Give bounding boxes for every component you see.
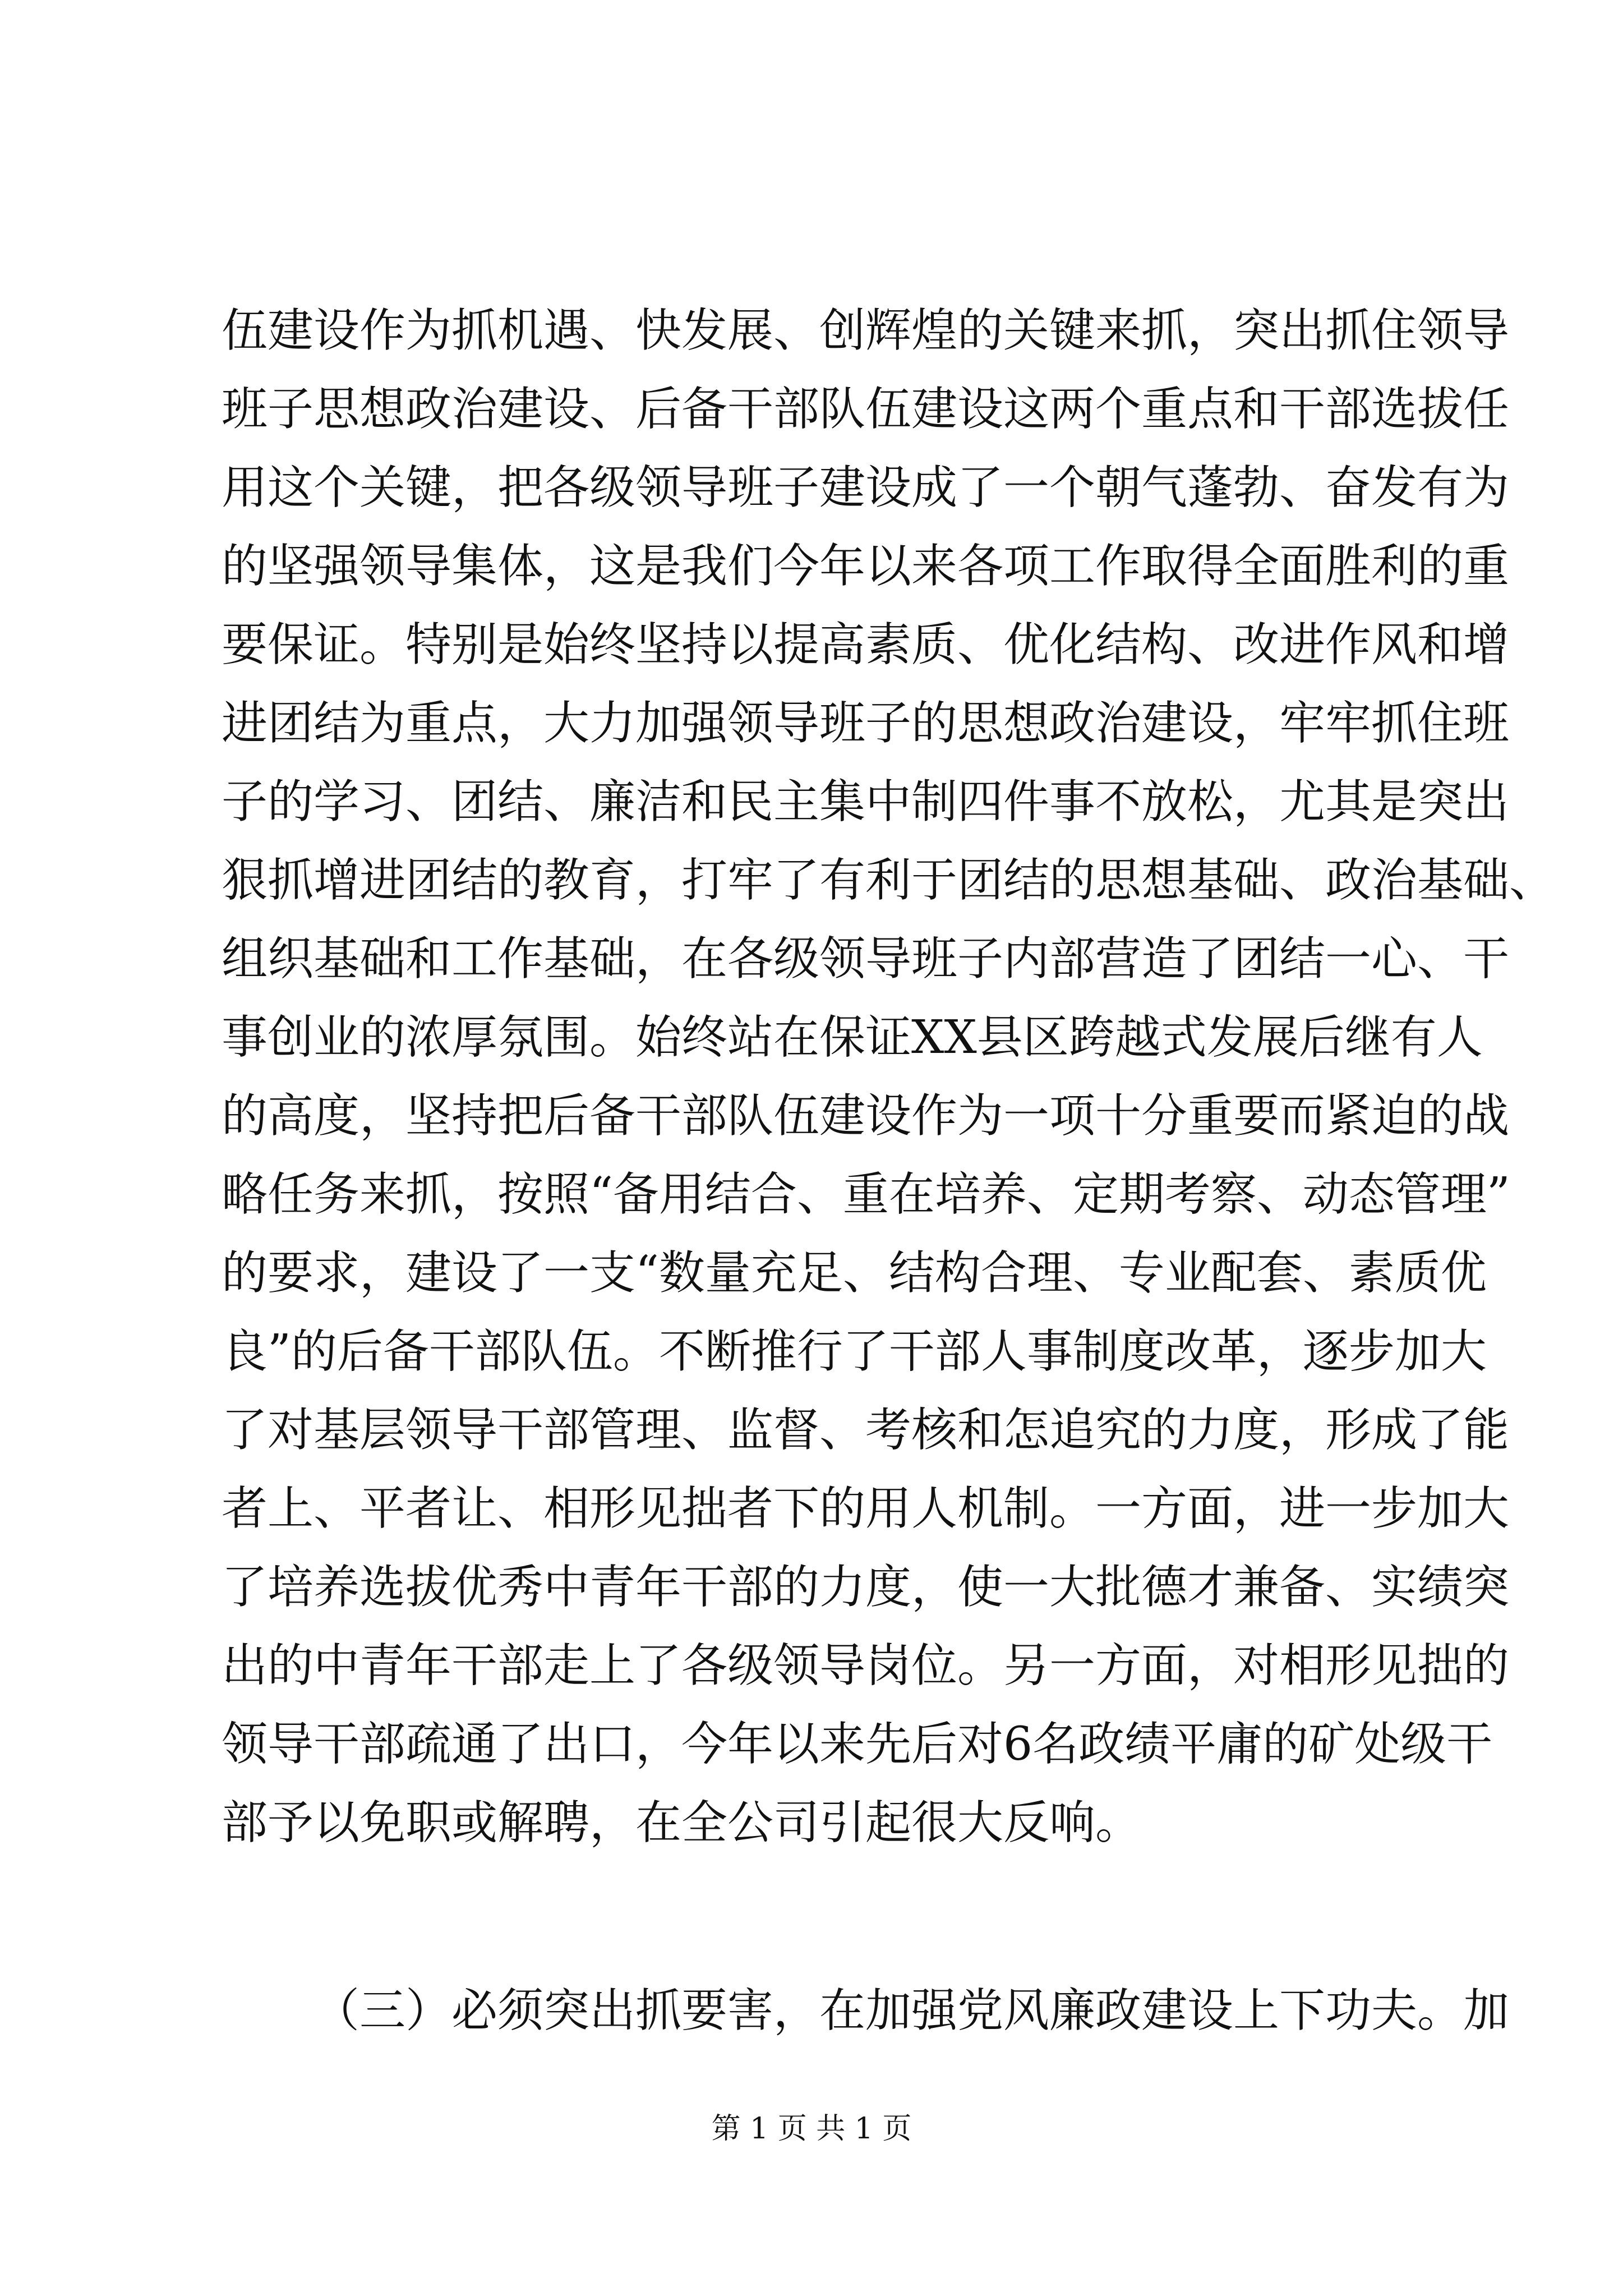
text-line: 略任务来抓，按照“备用结合、重在培养、定期考察、动态管理” xyxy=(222,1168,1510,1221)
text-line: 了培养选拔优秀中青年干部的力度，使一大批德才兼备、实绩突 xyxy=(222,1561,1510,1614)
text-line: 狠抓增进团结的教育，打牢了有利于团结的思想基础、政治基础、 xyxy=(222,854,1556,907)
text-line: 者上、平者让、相形见拙者下的用人机制。一方面，进一步加大 xyxy=(222,1482,1510,1535)
text-line: 进团结为重点，大力加强领导班子的思想政治建设，牢牢抓住班 xyxy=(222,697,1510,750)
text-line: 领导干部疏通了出口，今年以来先后对6名政绩平庸的矿处级干 xyxy=(222,1718,1493,1771)
text-line: 要保证。特别是始终坚持以提高素质、优化结构、改进作风和增 xyxy=(222,618,1510,671)
text-line: 的坚强领导集体，这是我们今年以来各项工作取得全面胜利的重 xyxy=(222,540,1510,593)
text-line-last: 部予以免职或解聘，在全公司引起很大反响。 xyxy=(222,1796,1142,1849)
text-line: 事创业的浓厚氛围。始终站在保证XX县区跨越式发展后继有人 xyxy=(222,1011,1483,1064)
text-line: 班子思想政治建设、后备干部队伍建设这两个重点和干部选拔任 xyxy=(222,383,1510,436)
text-line: 子的学习、团结、廉洁和民主集中制四件事不放松，尤其是突出 xyxy=(222,775,1510,829)
text-line: 良”的后备干部队伍。不断推行了干部人事制度改革，逐步加大 xyxy=(222,1325,1487,1378)
text-line: 的高度，坚持把后备干部队伍建设作为一项十分重要而紧迫的战 xyxy=(222,1089,1510,1143)
page-footer: 第 1 页 共 1 页 xyxy=(711,2112,912,2146)
section-heading-line: （三）必须突出抓要害，在加强党风廉政建设上下功夫。加 xyxy=(313,1984,1510,2037)
text-line: 了对基层领导干部管理、监督、考核和怎追究的力度，形成了能 xyxy=(222,1404,1510,1457)
text-line: 组织基础和工作基础，在各级领导班子内部营造了团结一心、干 xyxy=(222,932,1510,986)
text-line: 用这个关键，把各级领导班子建设成了一个朝气蓬勃、奋发有为 xyxy=(222,461,1510,514)
text-line: 的要求，建设了一支“数量充足、结构合理、专业配套、素质优 xyxy=(222,1246,1487,1300)
text-line: 伍建设作为抓机遇、快发展、创辉煌的关键来抓，突出抓住领导 xyxy=(222,304,1510,357)
text-line: 出的中青年干部走上了各级领导岗位。另一方面，对相形见拙的 xyxy=(222,1639,1510,1692)
paragraph-body xyxy=(222,292,1556,1862)
